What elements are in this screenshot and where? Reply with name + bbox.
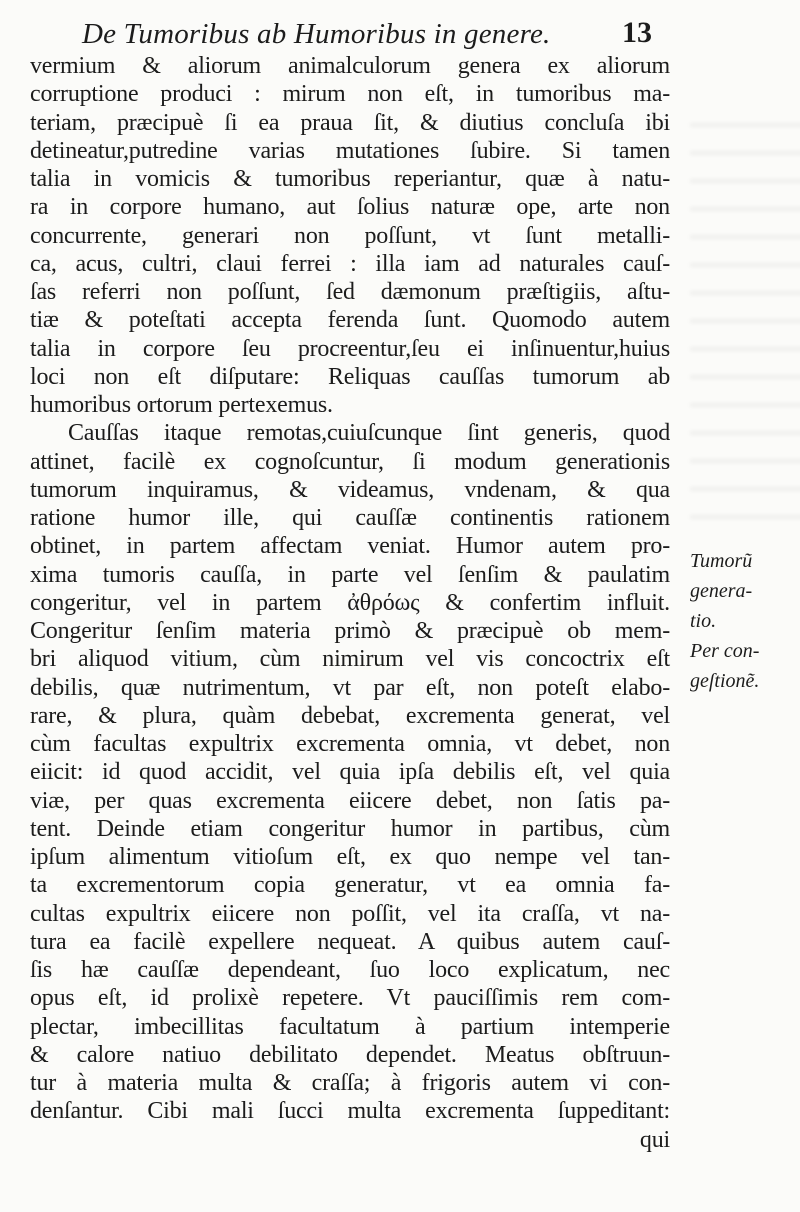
text-line: humoribus ortorum pertexemus.	[30, 392, 333, 418]
paragraph-2	[30, 419, 670, 1125]
text-line: opus eſt, id prolixè repetere. Vt pauciſſimis rem com-	[30, 985, 670, 1012]
running-title: De Tumoribus ab Humoribus in genere.	[82, 18, 551, 50]
text-line: congeritur, vel in partem ἀθρόως & confertim influit.	[30, 589, 670, 616]
text-line: attinet, facilè ex cognoſcuntur, ſi modum generationis	[30, 448, 670, 475]
main-text	[30, 52, 670, 1154]
marginal-note-line: Per con-	[690, 640, 760, 662]
text-line: denſantur. Cibi mali ſucci multa excrementa ſuppeditant:	[30, 1098, 670, 1125]
text-line: detineatur,putredine varias mutationes ſubire. Si tamen	[30, 137, 670, 164]
text-line: ipſum alimentum vitioſum eſt, ex quo nempe vel tan-	[30, 844, 670, 870]
text-line: ſas referri non poſſunt, ſed dæmonum præſtigiis, aſtu-	[30, 279, 670, 305]
catchword: qui	[639, 1126, 670, 1153]
text-line: rare, & plura, quàm debebat, excrementa generat, vel	[30, 702, 670, 729]
text-line: bri aliquod vitium, cùm nimirum vel vis concoctrix eſt	[30, 646, 670, 673]
paragraph-1	[30, 52, 670, 419]
text-line: eiicit: id quod accidit, vel quia ipſa debilis eſt, vel quia	[30, 759, 670, 786]
text-line: concurrente, generari non poſſunt, vt ſunt metalli-	[30, 222, 670, 249]
text-line: talia in corpore ſeu procreentur,ſeu ei inſinuentur,huius	[30, 335, 670, 362]
marginal-note-tumorum-generatio	[690, 546, 798, 636]
text-line: cùm facultas expultrix excrementa omnia, vt debet, non	[30, 731, 670, 757]
text-line: vermium & aliorum animalculorum genera ex aliorum	[30, 53, 670, 79]
page-header	[72, 14, 662, 54]
bleed-through-shadow	[690, 100, 800, 520]
marginal-note-per-congestionem	[690, 636, 798, 696]
page-number: 13	[622, 16, 652, 49]
text-line: xima tumoris cauſſa, in parte vel ſenſim & paulatim	[30, 561, 670, 588]
text-line: cultas expultrix eiicere non poſſit, vel ita craſſa, vt na-	[30, 900, 670, 927]
text-line: & calore natiuo debilitato dependet. Meatus obſtruun-	[30, 1041, 670, 1068]
text-line: ra in corpore humano, aut ſolius naturæ ope, arte non	[30, 194, 670, 221]
text-line: Cauſſas itaque remotas,cuiuſcunque ſint generis, quod	[68, 420, 670, 447]
marginal-note-line: tio.	[690, 610, 717, 632]
text-line: plectar, imbecillitas facultatum à partium intemperie	[30, 1013, 670, 1040]
text-line: ta excrementorum copia generatur, vt ea omnia fa-	[30, 872, 670, 899]
text-line: teriam, præcipuè ſi ea praua ſit, & diutius concluſa ibi	[30, 109, 670, 136]
marginal-note-line: Tumorũ	[690, 550, 753, 572]
text-line: tur à materia multa & craſſa; à frigoris autem vi con-	[30, 1070, 670, 1096]
text-line: tiæ & poteſtati accepta ferenda ſunt. Quomodo autem	[30, 307, 670, 334]
text-line: ſis hæ cauſſæ dependeant, ſuo loco explicatum, nec	[30, 957, 670, 983]
text-line: ca, acus, cultri, claui ferrei : illa iam ad naturales cauſ-	[30, 250, 670, 277]
marginal-note-line: genera-	[690, 580, 753, 602]
text-line: tura ea facilè expellere nequeat. A quibus autem cauſ-	[30, 928, 670, 955]
text-line: tumorum inquiramus, & videamus, vndenam, & qua	[30, 476, 670, 503]
text-line: loci non eſt diſputare: Reliquas cauſſas tumorum ab	[30, 363, 670, 390]
text-line: obtinet, in partem affectam veniat. Humor autem pro-	[30, 533, 670, 560]
text-line: corruptione produci : mirum non eſt, in tumoribus ma-	[30, 81, 670, 108]
text-line: ratione humor ille, qui cauſſæ continentis rationem	[30, 505, 670, 531]
text-line: viæ, per quas excrementa eiicere debet, non ſatis pa-	[30, 787, 670, 814]
text-line: talia in vomicis & tumoribus reperiantur, quæ à natu-	[30, 166, 670, 192]
text-line: debilis, quæ nutrimentum, vt par eſt, non poteſt elabo-	[30, 674, 670, 701]
marginal-note-line: geſtionẽ.	[690, 670, 760, 692]
text-line: tent. Deinde etiam congeritur humor in partibus, cùm	[30, 815, 670, 842]
text-line: Congeritur ſenſim materia primò & præcipuè ob mem-	[30, 618, 670, 644]
